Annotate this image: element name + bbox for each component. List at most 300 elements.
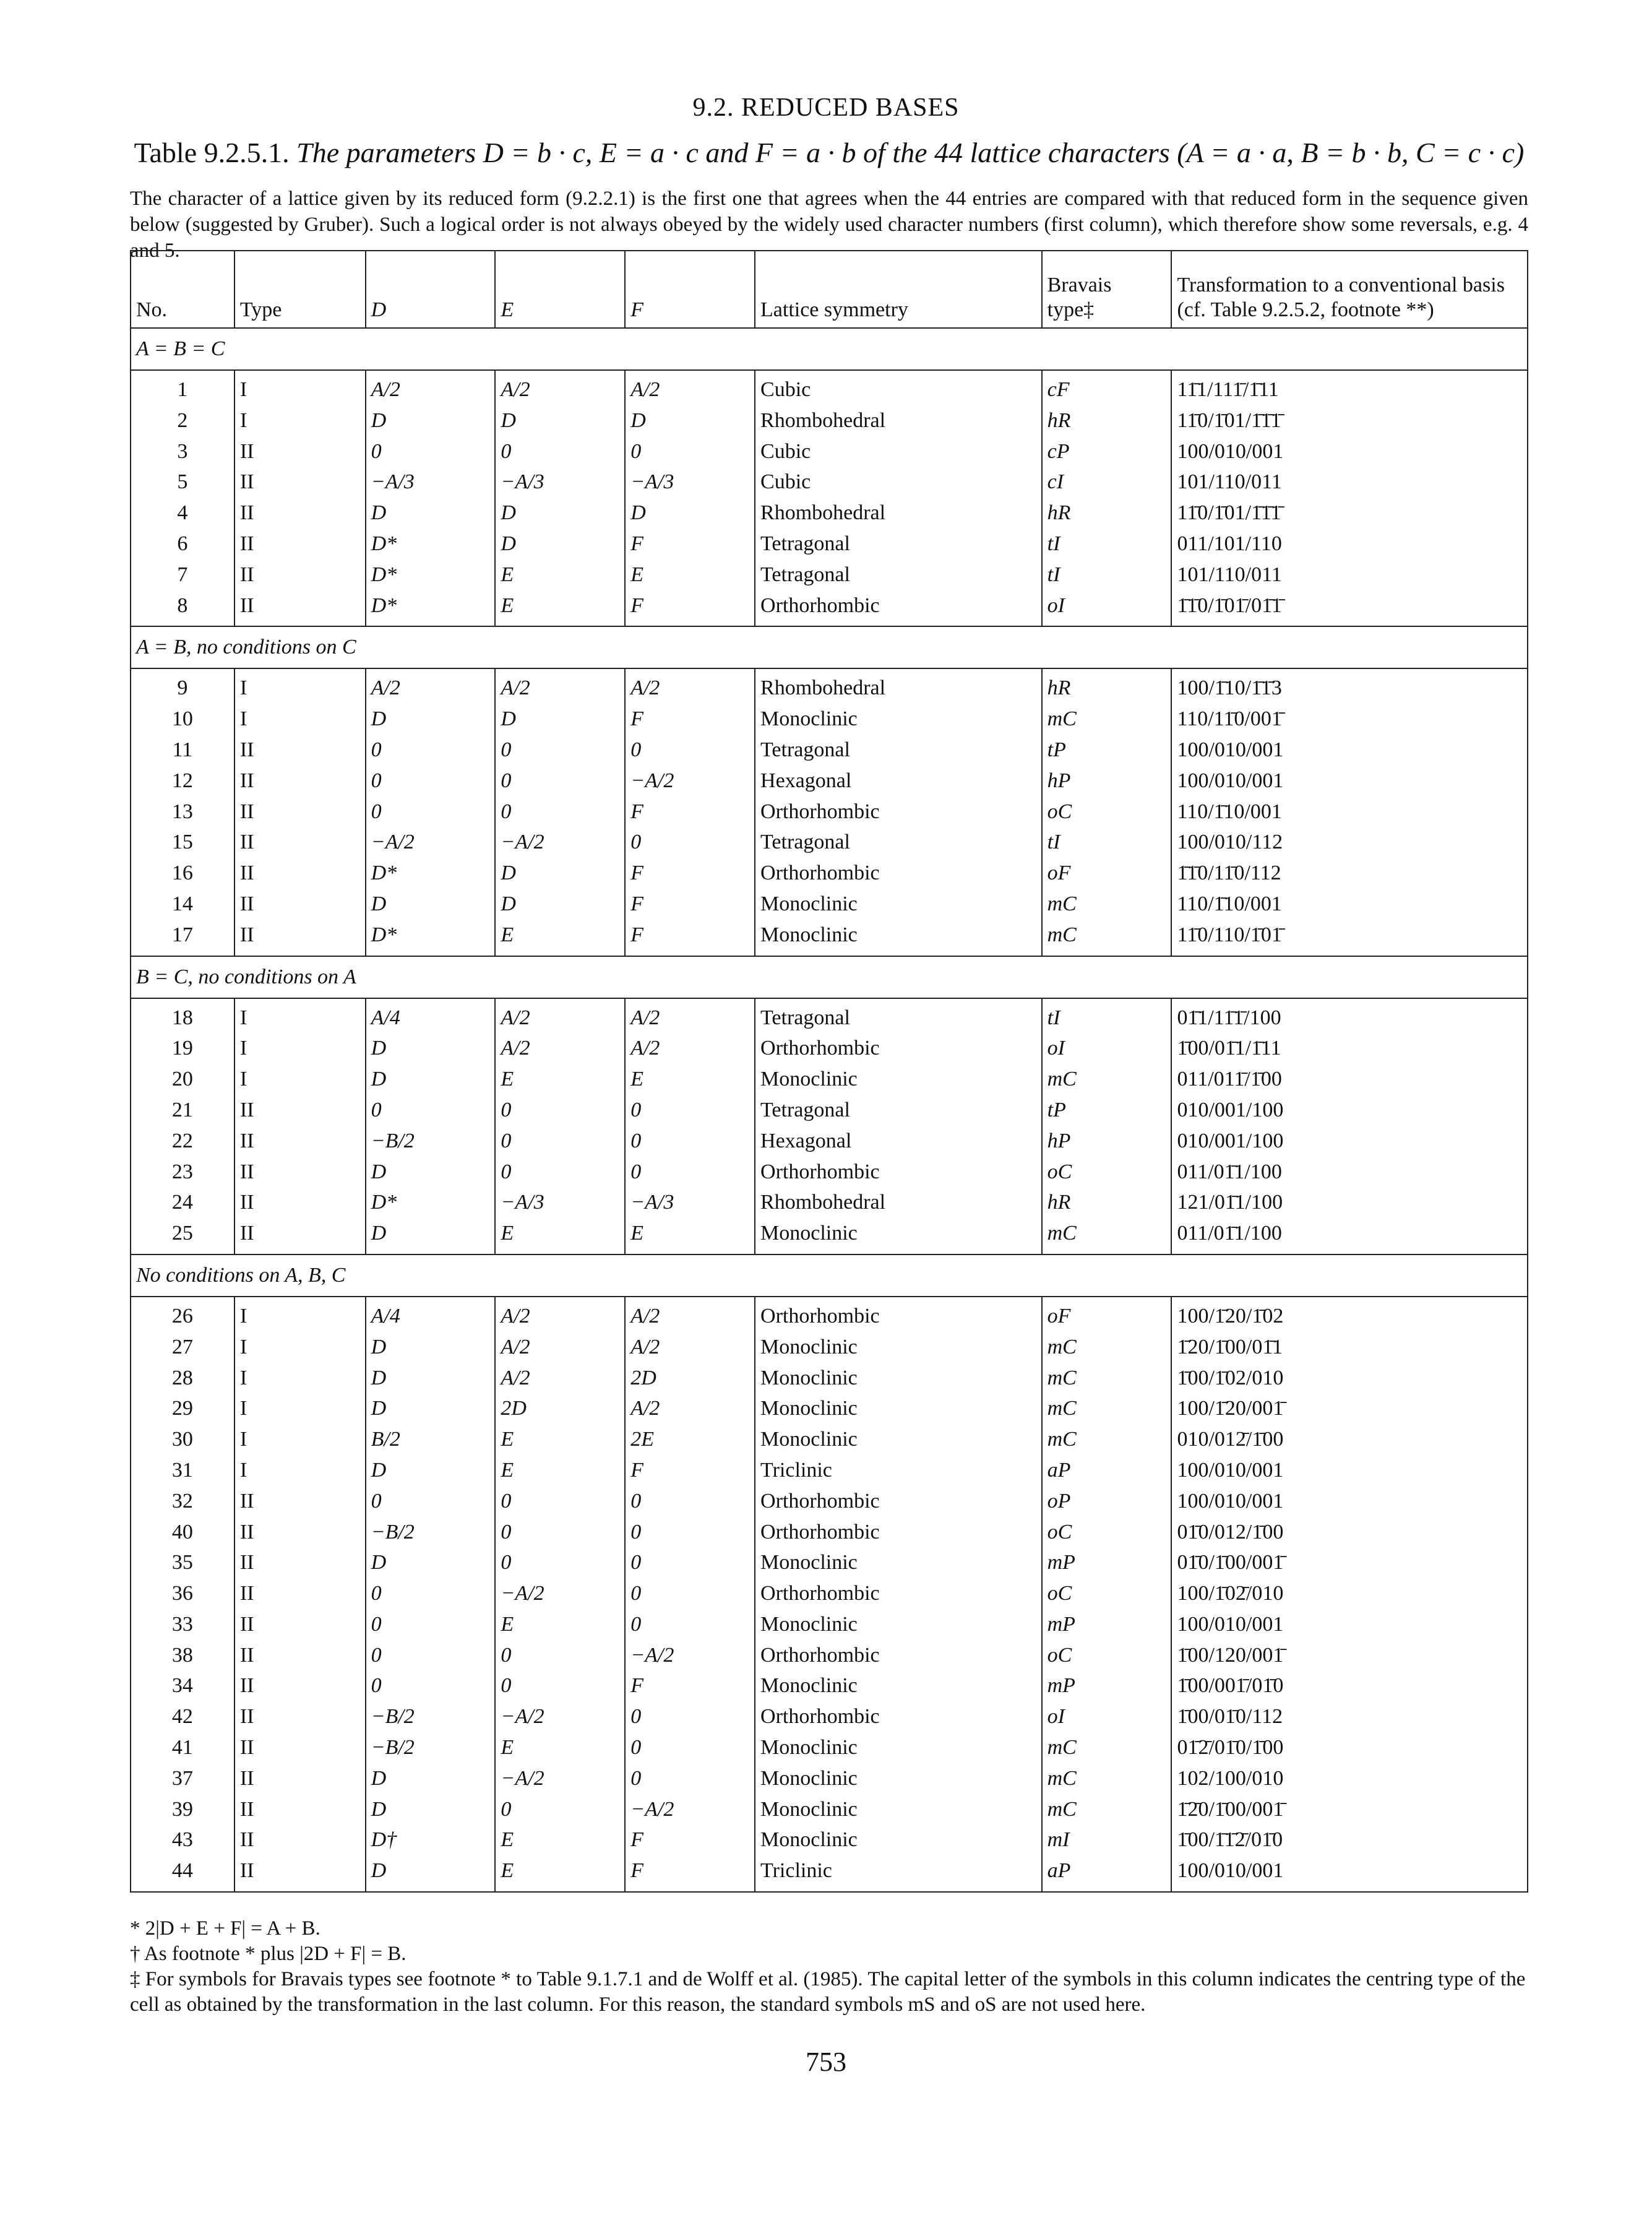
cell-no: 6 (131, 529, 234, 559)
cell-type: II (234, 1609, 366, 1640)
cell-f: E (625, 1064, 755, 1095)
cell-no: 22 (131, 1126, 234, 1157)
cell-no: 43 (131, 1824, 234, 1855)
cell-no: 25 (131, 1218, 234, 1254)
cell-bravais: hR (1042, 498, 1172, 529)
cell-bravais: cP (1042, 436, 1172, 467)
cell-no: 18 (131, 998, 234, 1034)
cell-symmetry: Tetragonal (755, 1095, 1042, 1126)
cell-symmetry: Orthorhombic (755, 1297, 1042, 1332)
cell-no: 30 (131, 1424, 234, 1455)
cell-e: 0 (495, 735, 625, 766)
cell-symmetry: Monoclinic (755, 920, 1042, 956)
cell-f: 0 (625, 827, 755, 858)
cell-e: A/2 (495, 370, 625, 405)
cell-transformation: 100/1̄20/001̄ (1171, 1393, 1528, 1424)
cell-type: II (234, 1095, 366, 1126)
cell-e: E (495, 1064, 625, 1095)
cell-symmetry: Orthorhombic (755, 590, 1042, 627)
table-row (131, 1297, 1528, 1332)
cell-type: I (234, 1332, 366, 1363)
cell-symmetry: Monoclinic (755, 1670, 1042, 1701)
cell-no: 34 (131, 1670, 234, 1701)
cell-bravais: oI (1042, 1701, 1172, 1732)
cell-e: D (495, 529, 625, 559)
header-type: Type (234, 251, 366, 328)
cell-e: 0 (495, 1157, 625, 1188)
cell-transformation: 100/010/001 (1171, 1855, 1528, 1892)
cell-symmetry: Orthorhombic (755, 1157, 1042, 1188)
cell-e: 0 (495, 436, 625, 467)
caption-text: The parameters D = b · c, E = a · c and F = a · b of the 44 lattice characters (A = a · a, B = b · b, C = c · c) (296, 137, 1525, 168)
header-lattice-symmetry: Lattice symmetry (755, 251, 1042, 328)
cell-d: B/2 (366, 1424, 496, 1455)
cell-d: D (366, 405, 496, 436)
cell-bravais: mC (1042, 1732, 1172, 1763)
cell-transformation: 011/01̄1/100 (1171, 1157, 1528, 1188)
cell-symmetry: Triclinic (755, 1855, 1042, 1892)
table-row (131, 889, 1528, 920)
table-row (131, 559, 1528, 590)
table-row (131, 1033, 1528, 1064)
cell-d: 0 (366, 1670, 496, 1701)
cell-d: A/2 (366, 370, 496, 405)
cell-symmetry: Monoclinic (755, 1732, 1042, 1763)
cell-no: 5 (131, 467, 234, 498)
cell-f: A/2 (625, 1393, 755, 1424)
cell-transformation: 100/1̄20/1̄02 (1171, 1297, 1528, 1332)
cell-symmetry: Orthorhombic (755, 1033, 1042, 1064)
header-e: E (495, 251, 625, 328)
cell-no: 4 (131, 498, 234, 529)
cell-e: −A/2 (495, 1701, 625, 1732)
cell-type: II (234, 498, 366, 529)
cell-f: 2D (625, 1363, 755, 1394)
cell-d: −A/3 (366, 467, 496, 498)
cell-e: E (495, 920, 625, 956)
cell-bravais: mC (1042, 1064, 1172, 1095)
table-row (131, 590, 1528, 627)
cell-transformation: 1̄00/1̄1̄2̄/01̄0 (1171, 1824, 1528, 1855)
table-row (131, 1547, 1528, 1578)
cell-bravais: oP (1042, 1486, 1172, 1517)
cell-no: 31 (131, 1455, 234, 1486)
cell-f: 0 (625, 1157, 755, 1188)
cell-no: 8 (131, 590, 234, 627)
table-row (131, 858, 1528, 889)
cell-type: I (234, 370, 366, 405)
cell-d: 0 (366, 1640, 496, 1671)
footnote-star: * 2|D + E + F| = A + B. (130, 1917, 321, 1940)
cell-no: 24 (131, 1187, 234, 1218)
cell-no: 7 (131, 559, 234, 590)
cell-symmetry: Rhombohedral (755, 668, 1042, 704)
table-row (131, 436, 1528, 467)
cell-type: II (234, 1547, 366, 1578)
cell-f: 0 (625, 1701, 755, 1732)
cell-f: 0 (625, 1095, 755, 1126)
cell-transformation: 1̄00/120/001̄ (1171, 1640, 1528, 1671)
cell-e: −A/3 (495, 467, 625, 498)
cell-bravais: cI (1042, 467, 1172, 498)
cell-e: D (495, 498, 625, 529)
cell-type: II (234, 467, 366, 498)
cell-f: D (625, 498, 755, 529)
table-row (131, 735, 1528, 766)
cell-transformation: 100/010/001 (1171, 436, 1528, 467)
cell-f: 0 (625, 1578, 755, 1609)
cell-type: I (234, 704, 366, 735)
cell-e: −A/2 (495, 1578, 625, 1609)
cell-bravais: tI (1042, 998, 1172, 1034)
cell-bravais: oI (1042, 1033, 1172, 1064)
cell-d: 0 (366, 766, 496, 797)
cell-d: A/2 (366, 668, 496, 704)
cell-no: 16 (131, 858, 234, 889)
cell-d: D (366, 1363, 496, 1394)
table-row (131, 467, 1528, 498)
cell-no: 2 (131, 405, 234, 436)
cell-transformation: 01̄2̄/01̄0/1̄00 (1171, 1732, 1528, 1763)
footnote-double-dagger: ‡ For symbols for Bravais types see footnote * to Table 9.1.7.1 and de Wolff et al. (1985). The capital letter of the symbols in this column indicates the centring type of the cell as obtained by the transformation in the last column. For this reason, the standard symbols mS and oS are not used here. (130, 1968, 1526, 2016)
cell-e: E (495, 1455, 625, 1486)
cell-symmetry: Rhombohedral (755, 498, 1042, 529)
cell-type: II (234, 858, 366, 889)
cell-bravais: oC (1042, 1578, 1172, 1609)
cell-d: D* (366, 559, 496, 590)
cell-type: I (234, 668, 366, 704)
cell-f: F (625, 1855, 755, 1892)
cell-transformation: 1̄00/001̄/01̄0 (1171, 1670, 1528, 1701)
cell-transformation: 1̄1̄0/11̄0/112 (1171, 858, 1528, 889)
cell-f: 0 (625, 1763, 755, 1794)
cell-transformation: 1̄1̄0/1̄01̄/01̄1̄ (1171, 590, 1528, 627)
cell-f: A/2 (625, 668, 755, 704)
section-header-row (131, 956, 1528, 998)
table-row (131, 1218, 1528, 1254)
cell-d: −A/2 (366, 827, 496, 858)
cell-bravais: cF (1042, 370, 1172, 405)
table-row (131, 797, 1528, 827)
cell-no: 35 (131, 1547, 234, 1578)
cell-d: D (366, 1763, 496, 1794)
cell-bravais: oC (1042, 1157, 1172, 1188)
cell-bravais: oC (1042, 1640, 1172, 1671)
cell-no: 38 (131, 1640, 234, 1671)
cell-e: 0 (495, 1486, 625, 1517)
cell-d: D (366, 889, 496, 920)
cell-type: II (234, 1640, 366, 1671)
cell-bravais: mC (1042, 889, 1172, 920)
table-row (131, 1794, 1528, 1825)
cell-symmetry: Orthorhombic (755, 1640, 1042, 1671)
cell-bravais: mC (1042, 1218, 1172, 1254)
cell-e: E (495, 1824, 625, 1855)
cell-type: I (234, 1455, 366, 1486)
cell-f: F (625, 889, 755, 920)
cell-type: II (234, 1517, 366, 1548)
cell-bravais: mP (1042, 1670, 1172, 1701)
header-f: F (625, 251, 755, 328)
cell-symmetry: Monoclinic (755, 1547, 1042, 1578)
cell-transformation: 100/010/112 (1171, 827, 1528, 858)
cell-transformation: 100/1̄10/1̄1̄3 (1171, 668, 1528, 704)
cell-bravais: aP (1042, 1455, 1172, 1486)
cell-e: E (495, 1855, 625, 1892)
table-row (131, 1640, 1528, 1671)
cell-type: II (234, 1187, 366, 1218)
cell-d: 0 (366, 1486, 496, 1517)
cell-d: 0 (366, 1578, 496, 1609)
table-row (131, 1157, 1528, 1188)
cell-e: E (495, 1218, 625, 1254)
cell-no: 36 (131, 1578, 234, 1609)
cell-d: 0 (366, 1095, 496, 1126)
table-row (131, 766, 1528, 797)
cell-type: II (234, 1794, 366, 1825)
cell-e: 0 (495, 1670, 625, 1701)
cell-type: II (234, 920, 366, 956)
cell-no: 29 (131, 1393, 234, 1424)
cell-type: II (234, 1732, 366, 1763)
cell-type: II (234, 1157, 366, 1188)
table-row (131, 1393, 1528, 1424)
section-title: B = C, no conditions on A (131, 956, 1528, 998)
table-row (131, 529, 1528, 559)
cell-type: II (234, 766, 366, 797)
cell-f: D (625, 405, 755, 436)
cell-d: D* (366, 1187, 496, 1218)
cell-no: 10 (131, 704, 234, 735)
cell-type: I (234, 1064, 366, 1095)
table-row (131, 1855, 1528, 1892)
cell-type: II (234, 1824, 366, 1855)
cell-bravais: tP (1042, 1095, 1172, 1126)
cell-transformation: 1̄20/1̄00/01̄1 (1171, 1332, 1528, 1363)
cell-symmetry: Orthorhombic (755, 1701, 1042, 1732)
cell-transformation: 100/010/001 (1171, 1455, 1528, 1486)
cell-type: I (234, 405, 366, 436)
cell-f: 0 (625, 1609, 755, 1640)
cell-transformation: 010/012̄/1̄00 (1171, 1424, 1528, 1455)
cell-f: F (625, 1824, 755, 1855)
cell-transformation: 121/01̄1/100 (1171, 1187, 1528, 1218)
table-row (131, 998, 1528, 1034)
cell-symmetry: Monoclinic (755, 1824, 1042, 1855)
cell-type: I (234, 1424, 366, 1455)
cell-transformation: 011/011̄/1̄00 (1171, 1064, 1528, 1095)
cell-type: II (234, 590, 366, 627)
cell-symmetry: Cubic (755, 436, 1042, 467)
cell-d: D* (366, 858, 496, 889)
cell-d: 0 (366, 1609, 496, 1640)
cell-f: 0 (625, 436, 755, 467)
cell-symmetry: Monoclinic (755, 1218, 1042, 1254)
cell-symmetry: Tetragonal (755, 559, 1042, 590)
cell-e: E (495, 1732, 625, 1763)
cell-symmetry: Monoclinic (755, 1794, 1042, 1825)
cell-d: D (366, 1393, 496, 1424)
cell-f: F (625, 920, 755, 956)
cell-symmetry: Tetragonal (755, 735, 1042, 766)
cell-bravais: mC (1042, 1424, 1172, 1455)
cell-bravais: mC (1042, 1794, 1172, 1825)
cell-d: D* (366, 529, 496, 559)
cell-d: D* (366, 920, 496, 956)
section-header-row (131, 328, 1528, 370)
table-row (131, 1517, 1528, 1548)
cell-d: −B/2 (366, 1732, 496, 1763)
cell-type: II (234, 559, 366, 590)
cell-transformation: 011/01̄1/100 (1171, 1218, 1528, 1254)
cell-no: 37 (131, 1763, 234, 1794)
cell-bravais: tI (1042, 559, 1172, 590)
cell-d: D (366, 1332, 496, 1363)
table-row (131, 1064, 1528, 1095)
cell-symmetry: Monoclinic (755, 704, 1042, 735)
cell-f: −A/2 (625, 1640, 755, 1671)
cell-e: 0 (495, 1095, 625, 1126)
cell-no: 3 (131, 436, 234, 467)
table-row (131, 1701, 1528, 1732)
header-no: No. (131, 251, 234, 328)
cell-transformation: 11̄0/1̄01/1̄1̄1̄ (1171, 405, 1528, 436)
cell-d: D (366, 1455, 496, 1486)
cell-no: 40 (131, 1517, 234, 1548)
header-bravais-line2: type‡ (1047, 298, 1095, 321)
cell-bravais: mC (1042, 1363, 1172, 1394)
cell-transformation: 1̄00/1̄02/010 (1171, 1363, 1528, 1394)
table-row (131, 1332, 1528, 1363)
cell-f: 0 (625, 735, 755, 766)
cell-symmetry: Rhombohedral (755, 1187, 1042, 1218)
cell-no: 39 (131, 1794, 234, 1825)
table-row (131, 704, 1528, 735)
cell-symmetry: Cubic (755, 370, 1042, 405)
cell-bravais: mI (1042, 1824, 1172, 1855)
cell-f: 0 (625, 1547, 755, 1578)
cell-f: A/2 (625, 370, 755, 405)
section-title: A = B, no conditions on C (131, 626, 1528, 668)
cell-no: 17 (131, 920, 234, 956)
section-title: No conditions on A, B, C (131, 1254, 1528, 1297)
cell-no: 13 (131, 797, 234, 827)
cell-f: A/2 (625, 998, 755, 1034)
table-row (131, 1095, 1528, 1126)
cell-e: A/2 (495, 1332, 625, 1363)
cell-transformation: 110/1̄10/001 (1171, 797, 1528, 827)
table-row (131, 1363, 1528, 1394)
cell-e: D (495, 858, 625, 889)
cell-symmetry: Monoclinic (755, 1424, 1042, 1455)
cell-bravais: mP (1042, 1609, 1172, 1640)
cell-no: 20 (131, 1064, 234, 1095)
cell-f: 0 (625, 1732, 755, 1763)
intro-paragraph: The character of a lattice given by its reduced form (9.2.2.1) is the first one that agrees when the 44 entries are compared with that reduced form in the sequence given below (suggested by Gruber). Such a logical order is not always obeyed by the widely used character numbers (first column), which therefore show some reversals, e.g. 4 and 5. (130, 188, 1528, 262)
cell-symmetry: Orthorhombic (755, 1578, 1042, 1609)
cell-type: II (234, 827, 366, 858)
table-row (131, 1424, 1528, 1455)
cell-e: A/2 (495, 998, 625, 1034)
cell-f: F (625, 858, 755, 889)
cell-f: −A/2 (625, 766, 755, 797)
cell-type: II (234, 735, 366, 766)
cell-transformation: 11̄0/1̄01/1̄1̄1̄ (1171, 498, 1528, 529)
cell-no: 14 (131, 889, 234, 920)
table-row (131, 405, 1528, 436)
running-header: 9.2. REDUCED BASES (692, 93, 960, 122)
cell-bravais: hR (1042, 1187, 1172, 1218)
cell-transformation: 1̄00/01̄1/1̄11 (1171, 1033, 1528, 1064)
cell-bravais: aP (1042, 1855, 1172, 1892)
cell-bravais: hP (1042, 766, 1172, 797)
cell-e: −A/2 (495, 827, 625, 858)
cell-no: 19 (131, 1033, 234, 1064)
cell-transformation: 01̄1/11̄1̄/100 (1171, 998, 1528, 1034)
cell-e: E (495, 1424, 625, 1455)
cell-d: D (366, 1794, 496, 1825)
cell-d: D (366, 1218, 496, 1254)
table-row (131, 1609, 1528, 1640)
cell-type: II (234, 1701, 366, 1732)
table-row (131, 1763, 1528, 1794)
cell-bravais: mC (1042, 1763, 1172, 1794)
cell-symmetry: Orthorhombic (755, 1517, 1042, 1548)
cell-e: 0 (495, 766, 625, 797)
cell-f: F (625, 704, 755, 735)
cell-bravais: mC (1042, 1393, 1172, 1424)
cell-symmetry: Monoclinic (755, 1064, 1042, 1095)
cell-f: −A/3 (625, 1187, 755, 1218)
cell-e: −A/2 (495, 1763, 625, 1794)
cell-no: 27 (131, 1332, 234, 1363)
cell-d: D (366, 1033, 496, 1064)
cell-type: II (234, 436, 366, 467)
cell-transformation: 100/010/001 (1171, 1609, 1528, 1640)
cell-symmetry: Tetragonal (755, 529, 1042, 559)
cell-transformation: 011/101/110 (1171, 529, 1528, 559)
cell-f: A/2 (625, 1332, 755, 1363)
cell-transformation: 101/110/011 (1171, 559, 1528, 590)
section-header-row (131, 1254, 1528, 1297)
table-row (131, 668, 1528, 704)
cell-e: 0 (495, 1640, 625, 1671)
header-transformation-line2: (cf. Table 9.2.5.2, footnote **) (1177, 298, 1434, 321)
cell-d: −B/2 (366, 1126, 496, 1157)
header-d: D (366, 251, 496, 328)
cell-no: 23 (131, 1157, 234, 1188)
cell-type: II (234, 889, 366, 920)
cell-symmetry: Orthorhombic (755, 1486, 1042, 1517)
cell-bravais: oC (1042, 797, 1172, 827)
cell-f: F (625, 590, 755, 627)
cell-type: I (234, 998, 366, 1034)
cell-e: D (495, 889, 625, 920)
table-row (131, 1455, 1528, 1486)
cell-e: 0 (495, 1794, 625, 1825)
cell-type: II (234, 1486, 366, 1517)
table-row (131, 1670, 1528, 1701)
cell-transformation: 1̄00/01̄0/112 (1171, 1701, 1528, 1732)
section-header-row (131, 626, 1528, 668)
page-number: 753 (806, 2047, 846, 2077)
cell-symmetry: Monoclinic (755, 889, 1042, 920)
section-title: A = B = C (131, 328, 1528, 370)
cell-e: A/2 (495, 1363, 625, 1394)
header-bravais-line1: Bravais (1047, 274, 1112, 296)
cell-bravais: hP (1042, 1126, 1172, 1157)
cell-transformation: 010/001/100 (1171, 1126, 1528, 1157)
